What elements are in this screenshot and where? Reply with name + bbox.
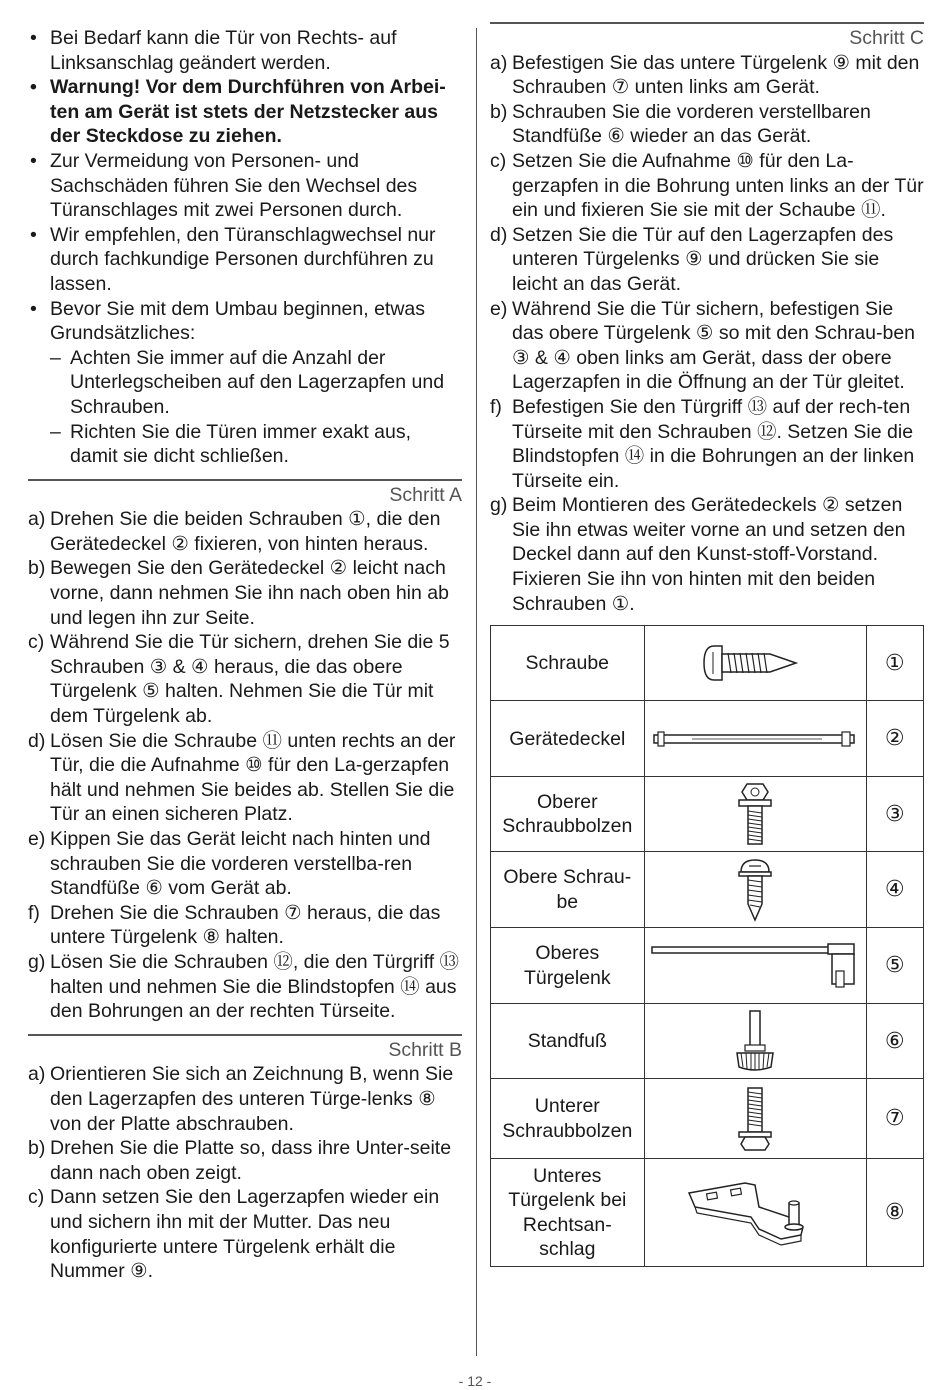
- table-row: [491, 626, 924, 701]
- step-item: g) Beim Montieren des Gerätedeckels ② setzen Sie ihn etwas weiter vorne an und setzen den Deckel dann auf den Kunst-stoff-Vorstand. Fixieren Sie ihn von hinten mit den beiden Schrauben ①.: [490, 494, 906, 615]
- step-item: f) Befestigen Sie den Türgriff ⑬ auf der rech-ten Türseite mit den Schrauben ⑫. Setzen Sie die Blindstopfen ⑭ in die Bohrungen an der linken Türseite ein.: [490, 395, 915, 492]
- upper-bolt-icon: [735, 782, 775, 846]
- cover-icon: [652, 728, 858, 750]
- lower-hinge-icon: [685, 1177, 825, 1249]
- dash-icon: –: [50, 346, 61, 369]
- table-row: [491, 928, 924, 1004]
- step-item: f) Drehen Sie die Schrauben ⑦ heraus, die das untere Türgelenk ⑧ halten.: [28, 901, 441, 949]
- step-item: c) Dann setzen Sie den Lagerzapfen wieder ein und sichern ihn mit der Mutter. Das neu konfigurierte untere Türgelenk erhält die Nummer ⑨.: [28, 1186, 440, 1283]
- table-row: [491, 777, 924, 852]
- intro-subitem: – Richten Sie die Türen immer exakt aus, damit sie dicht schließen.: [50, 420, 412, 468]
- intro-bullets: [28, 26, 462, 469]
- intro-bullet: • Bei Bedarf kann die Tür von Rechts- auf Linksanschlag geändert werden.: [30, 27, 397, 74]
- page-number: - 12 -: [458, 1373, 492, 1389]
- schritt-c-steps: [490, 51, 924, 617]
- warning-bullet: • Warnung! Vor dem Durchführen von Arbei-ten am Gerät ist stets der Netzstecker aus der Steckdose zu ziehen.: [30, 76, 446, 148]
- intro-bullet: • Bevor Sie mit dem Umbau beginnen, etwas Grundsätzliches: – Achten Sie immer auf die Anzahl der Unterlegscheiben auf den Lagerzapfen und Schrauben. – Richten Sie die Türen immer exakt aus, damit sie dicht schließen.: [28, 297, 462, 469]
- part-number: ①: [866, 626, 923, 701]
- step-item: d) Setzen Sie die Tür auf den Lagerzapfen des unteren Türgelenks ⑨ und drücken Sie sie leicht an das Gerät.: [490, 223, 894, 295]
- left-column: [28, 26, 462, 1284]
- part-name: Unteres Türgelenk bei Rechtsan-schlag: [491, 1159, 645, 1267]
- column-divider: [476, 28, 477, 1356]
- part-number: ③: [866, 777, 923, 852]
- part-name: Oberer Schraubbolzen: [491, 777, 645, 852]
- step-item: c) Setzen Sie die Aufnahme ⑩ für den La-gerzapfen in die Bohrung unten links an der Tür ein und fixieren Sie sie mit der Schaube ⑪.: [490, 149, 924, 222]
- intro-subitems: [50, 346, 462, 469]
- bullet-icon: •: [30, 223, 37, 246]
- table-row: [491, 1004, 924, 1079]
- intro-bullet: • Wir empfehlen, den Türanschlagwechsel nur durch fachkundige Personen durchführen zu lassen.: [30, 223, 436, 295]
- part-number: ⑦: [866, 1079, 923, 1159]
- table-row: [491, 852, 924, 928]
- upper-screw-icon: [735, 858, 775, 922]
- step-item: e) Kippen Sie das Gerät leicht nach hinten und schrauben Sie die vorderen verstellba-ren Standfüße ⑥ vom Gerät ab.: [28, 828, 431, 900]
- intro-subitem: – Achten Sie immer auf die Anzahl der Unterlegscheiben auf den Lagerzapfen und Schrauben.: [50, 346, 445, 418]
- schritt-b-steps: [28, 1062, 462, 1283]
- step-item: e) Während Sie die Tür sichern, befestigen Sie das obere Türgelenk ⑤ so mit den Schrau-ben ③ & ④ oben links am Gerät, dass der obere Lagerzapfen in die Öffnung an der Tür gleitet.: [490, 297, 916, 394]
- dash-icon: –: [50, 420, 61, 443]
- foot-icon: [733, 1009, 777, 1073]
- step-item: b) Bewegen Sie den Gerätedeckel ② leicht nach vorne, dann nehmen Sie ihn nach oben hin ab und legen ihn zur Seite.: [28, 557, 449, 629]
- step-item: a) Befestigen Sie das untere Türgelenk ⑨ mit den Schrauben ⑦ unten links am Gerät.: [490, 51, 920, 99]
- part-name: Gerätedeckel: [491, 701, 645, 777]
- right-column: [490, 22, 924, 1267]
- part-name: Obere Schrau-be: [491, 852, 645, 928]
- part-number: ⑤: [866, 928, 923, 1004]
- table-row: [491, 1159, 924, 1267]
- part-name: Schraube: [491, 626, 645, 701]
- schritt-c-heading: Schritt C: [490, 22, 924, 51]
- step-item: d) Lösen Sie die Schraube ⑪ unten rechts an der Tür, die die Aufnahme ⑩ für den La-gerzapfen hält und nehmen Sie beides ab. Stellen Sie die Tür an einen sicheren Platz.: [28, 729, 456, 826]
- part-name: Standfuß: [491, 1004, 645, 1079]
- bullet-icon: •: [30, 76, 37, 99]
- parts-table: [490, 625, 924, 1267]
- schritt-b-heading: Schritt B: [28, 1034, 462, 1063]
- schritt-a-heading: Schritt A: [28, 479, 462, 508]
- step-item: g) Lösen Sie die Schrauben ⑫, die den Türgriff ⑬ halten und nehmen Sie die Blindstopfen ⑭ aus den Bohrungen an der rechten Türseite.: [28, 950, 460, 1023]
- screw-icon: [700, 640, 810, 686]
- schritt-a-steps: [28, 507, 462, 1023]
- upper-hinge-icon: [650, 941, 860, 991]
- bullet-icon: •: [30, 149, 37, 172]
- table-row: [491, 1079, 924, 1159]
- bullet-icon: •: [30, 27, 37, 49]
- step-item: a) Drehen Sie die beiden Schrauben ①, die den Gerätedeckel ② fixieren, von hinten heraus.: [28, 508, 441, 555]
- step-item: a) Orientieren Sie sich an Zeichnung B, wenn Sie den Lagerzapfen des unteren Türge-lenks ⑧ von der Platte abschrauben.: [28, 1063, 454, 1135]
- part-number: ⑥: [866, 1004, 923, 1079]
- bullet-icon: •: [30, 297, 37, 320]
- table-row: [491, 701, 924, 777]
- part-number: ⑧: [866, 1159, 923, 1267]
- part-name: Unterer Schraubbolzen: [491, 1079, 645, 1159]
- step-item: c) Während Sie die Tür sichern, drehen Sie die 5 Schrauben ③ & ④ heraus, die das obere Türgelenk ⑤ halten. Nehmen Sie die Tür mit dem Türgelenk ab.: [28, 631, 450, 728]
- part-number: ④: [866, 852, 923, 928]
- step-item: b) Schrauben Sie die vorderen verstellbaren Standfüße ⑥ wieder an das Gerät.: [490, 100, 871, 148]
- intro-bullet: • Zur Vermeidung von Personen- und Sachschäden führen Sie den Wechsel des Türanschlages mit zwei Personen durch.: [30, 149, 418, 222]
- lower-bolt-icon: [735, 1086, 775, 1152]
- step-item: b) Drehen Sie die Platte so, dass ihre Unter-seite dann nach oben zeigt.: [28, 1137, 452, 1184]
- part-number: ②: [866, 701, 923, 777]
- part-name: Oberes Türgelenk: [491, 928, 645, 1004]
